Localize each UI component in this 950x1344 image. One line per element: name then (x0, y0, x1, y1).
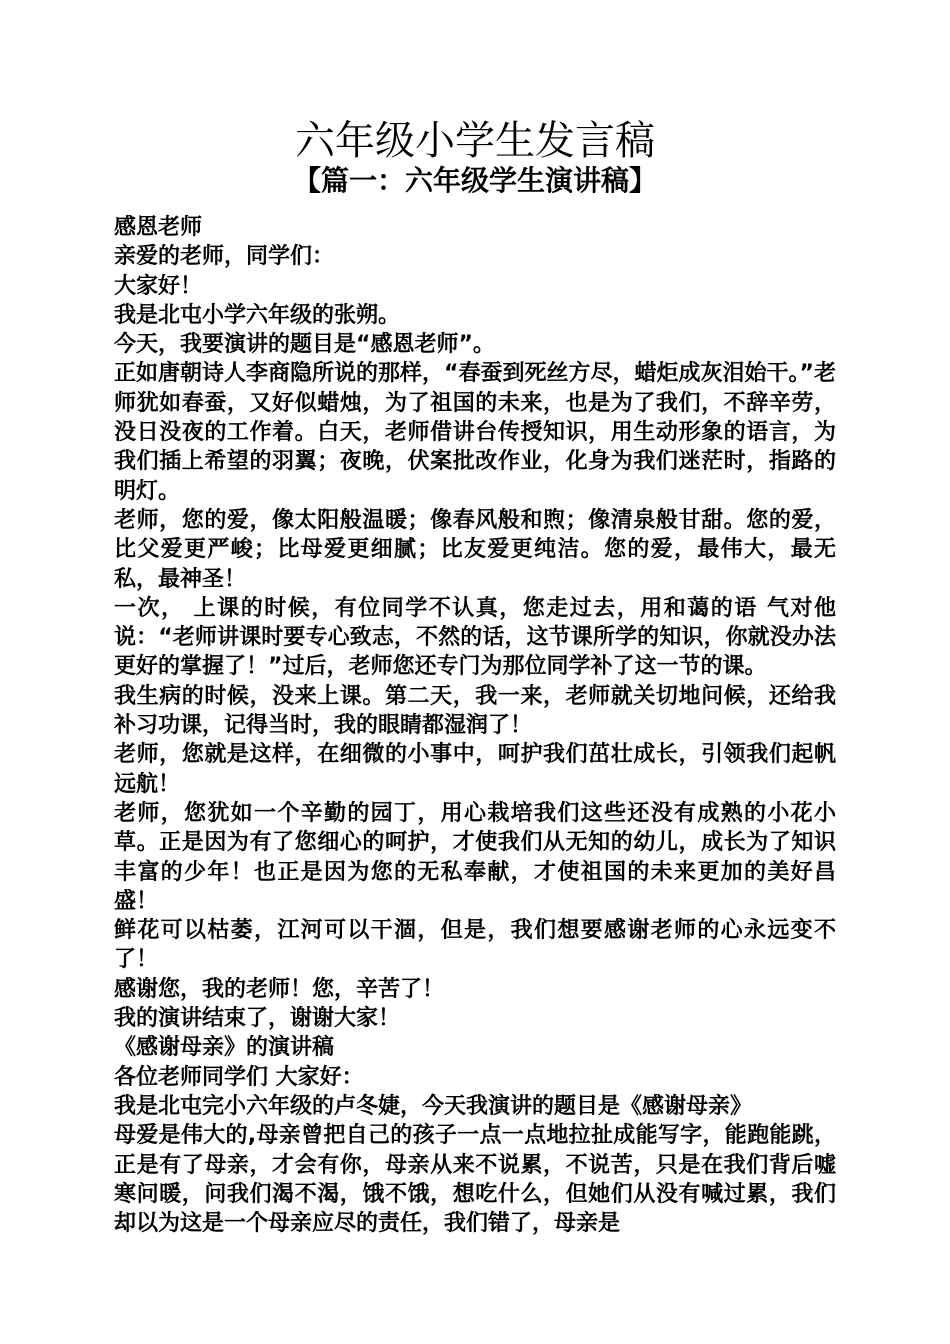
paragraph: 感恩老师 (114, 215, 203, 240)
paragraph: 感谢您，我的老师！您，辛苦了！ (114, 976, 445, 1002)
paragraph: 我生病的时候，没来上课。第二天，我一来，老师就关切地问候，还给我补习功课，记得当时，我的眼睛都湿润了！ (114, 683, 836, 739)
paragraph: 《感谢母亲》的演讲稿 (114, 1035, 335, 1061)
paragraph: 我是北屯小学六年级的张朔。 (114, 302, 401, 328)
paragraph: 老师，您犹如一个辛勤的园丁，用心栽培我们这些还没有成熟的小花小草。正是因为有了您细心的呵护，才使我们从无知的幼儿，成长为了知识丰富的少年！也正是因为您的无私奉献，才使祖国的未来更加的美好昌盛！ (114, 800, 836, 914)
paragraph: 正如唐朝诗人李商隐所说的那样，“春蚕到死丝方尽，蜡炬成灰泪始干。”老师犹如春蚕，又好似蜡烛，为了祖国的未来，也是为了我们，不辞辛劳，没日没夜的工作着。白天，老师借讲台传授知识，用生动形象的语言，为我们插上希望的羽翼；夜晚，伏案批改作业，化身为我们迷茫时，指路的明灯。 (114, 361, 836, 504)
paragraph: 我的演讲结束了，谢谢大家！ (114, 1006, 401, 1032)
paragraph: 各位老师同学们 大家好： (114, 1064, 364, 1090)
paragraph: 今天，我要演讲的题目是“感恩老师”。 (114, 332, 495, 358)
page-title: 六年级小学生发言稿 (295, 118, 655, 164)
speech-body (114, 213, 836, 1238)
paragraph: 老师，您就是这样，在细微的小事中，呵护我们茁壮成长，引领我们起帆远航！ (114, 742, 836, 797)
paragraph: 母爱是伟大的,母亲曾把自己的孩子一点一点地拉扯成能写字，能跑能跳，正是有了母亲，才会有你，母亲从来不说累，不说苦，只是在我们背后嘘寒问暖，问我们渴不渴，饿不饿，想吃什么，但她们从没有喊过累，我们却以为这是一个母亲应尽的责任，我们错了，母亲是 (114, 1123, 836, 1237)
paragraph: 一次， 上课的时候，有位同学不认真，您走过去，用和蔼的语 气对他说：“老师讲课时要专心致志，不然的话，这节课所学的知识，你就没办法更好的掌握了！”过后，老师您还专门为那位同学补了这一节的课。 (114, 595, 836, 680)
paragraph: 鲜花可以枯萎，江河可以干涸，但是，我们想要感谢老师的心永远变不了！ (114, 918, 836, 973)
page-subtitle: 【篇一：六年级学生演讲稿】 (292, 164, 657, 197)
paragraph: 大家好！ (114, 273, 203, 299)
paragraph: 我是北屯完小六年级的卢冬婕，今天我演讲的题目是《感谢母亲》 (114, 1093, 753, 1119)
paragraph: 亲爱的老师，同学们： (114, 244, 335, 270)
paragraph: 老师，您的爱，像太阳般温暖；像春风般和煦；像清泉般甘甜。您的爱，比父爱更严峻；比母爱更细腻；比友爱更纯洁。您的爱，最伟大，最无私，最神圣！ (114, 507, 836, 592)
